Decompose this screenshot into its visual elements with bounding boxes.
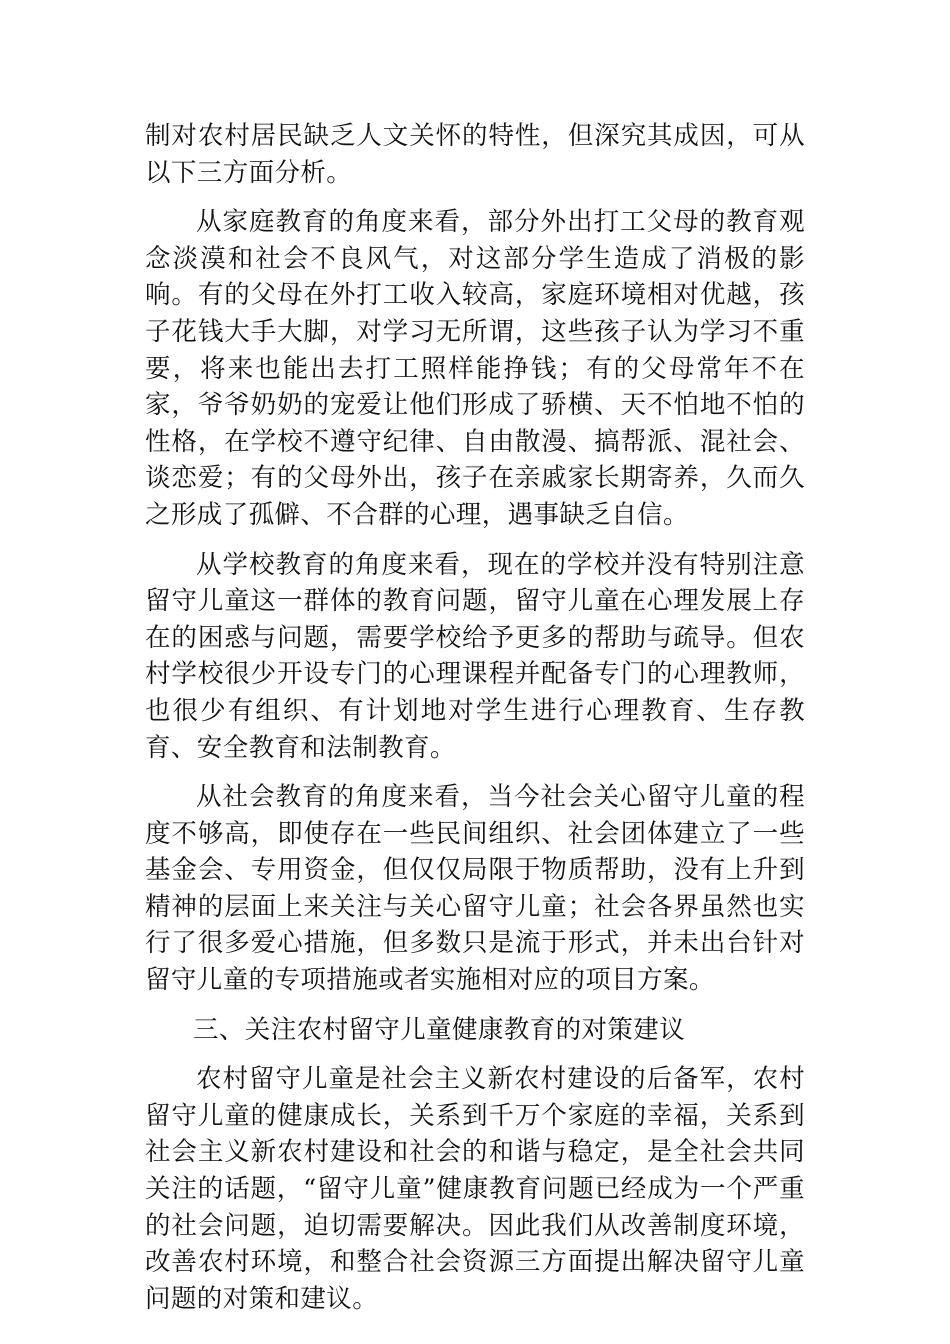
paragraph-countermeasures: 农村留守儿童是社会主义新农村建设的后备军，农村留守儿童的健康成长，关系到千万个家庭的幸福，关系到社会主义新农村建设和社会的和谐与稳定，是全社会共同关注的话题，“留守儿童”健康教育问题已经成为一个严重的社会问题，迫切需要解决。因此我们从改善制度环境，改善农村环境，和整合社会资源三方面提出解决留守儿童问题的对策和建议。 <box>145 1064 805 1314</box>
paragraph-school-education: 从学校教育的角度来看，现在的学校并没有特别注意留守儿童这一群体的教育问题，留守儿童在心理发展上存在的困惑与问题，需要学校给予更多的帮助与疏导。但农村学校很少开设专门的心理课程并配备专门的心理教师，也很少有组织、有计划地对学生进行心理教育、生存教育、安全教育和法制教育。 <box>145 549 805 763</box>
document-body <box>145 118 805 1330</box>
paragraph-family-education: 从家庭教育的角度来看，部分外出打工父母的教育观念淡漠和社会不良风气，对这部分学生造成了消极的影响。有的父母在外打工收入较高，家庭环境相对优越，孩子花钱大手大脚，对学习无所谓，这些孩子认为学习不重要，将来也能出去打工照样能挣钱；有的父母常年不在家，爷爷奶奶的宠爱让他们形成了骄横、天不怕地不怕的性格，在学校不遵守纪律、自由散漫、搞帮派、混社会、谈恋爱；有的父母外出，孩子在亲戚家长期寄养，久而久之形成了孤僻、不合群的心理，遇事缺乏自信。 <box>145 207 805 530</box>
paragraph-social-education: 从社会教育的角度来看，当今社会关心留守儿童的程度不够高，即使存在一些民间组织、社会团体建立了一些基金会、专用资金，但仅仅局限于物质帮助，没有上升到精神的层面上来关注与关心留守儿童；社会各界虽然也实行了很多爱心措施，但多数只是流于形式，并未出台针对留守儿童的专项措施或者实施相对应的项目方案。 <box>145 782 805 996</box>
paragraph-continuation: 制对农村居民缺乏人文关怀的特性，但深究其成因，可从以下三方面分析。 <box>145 121 805 188</box>
section-heading: 三、关注农村留守儿童健康教育的对策建议 <box>193 1014 686 1045</box>
